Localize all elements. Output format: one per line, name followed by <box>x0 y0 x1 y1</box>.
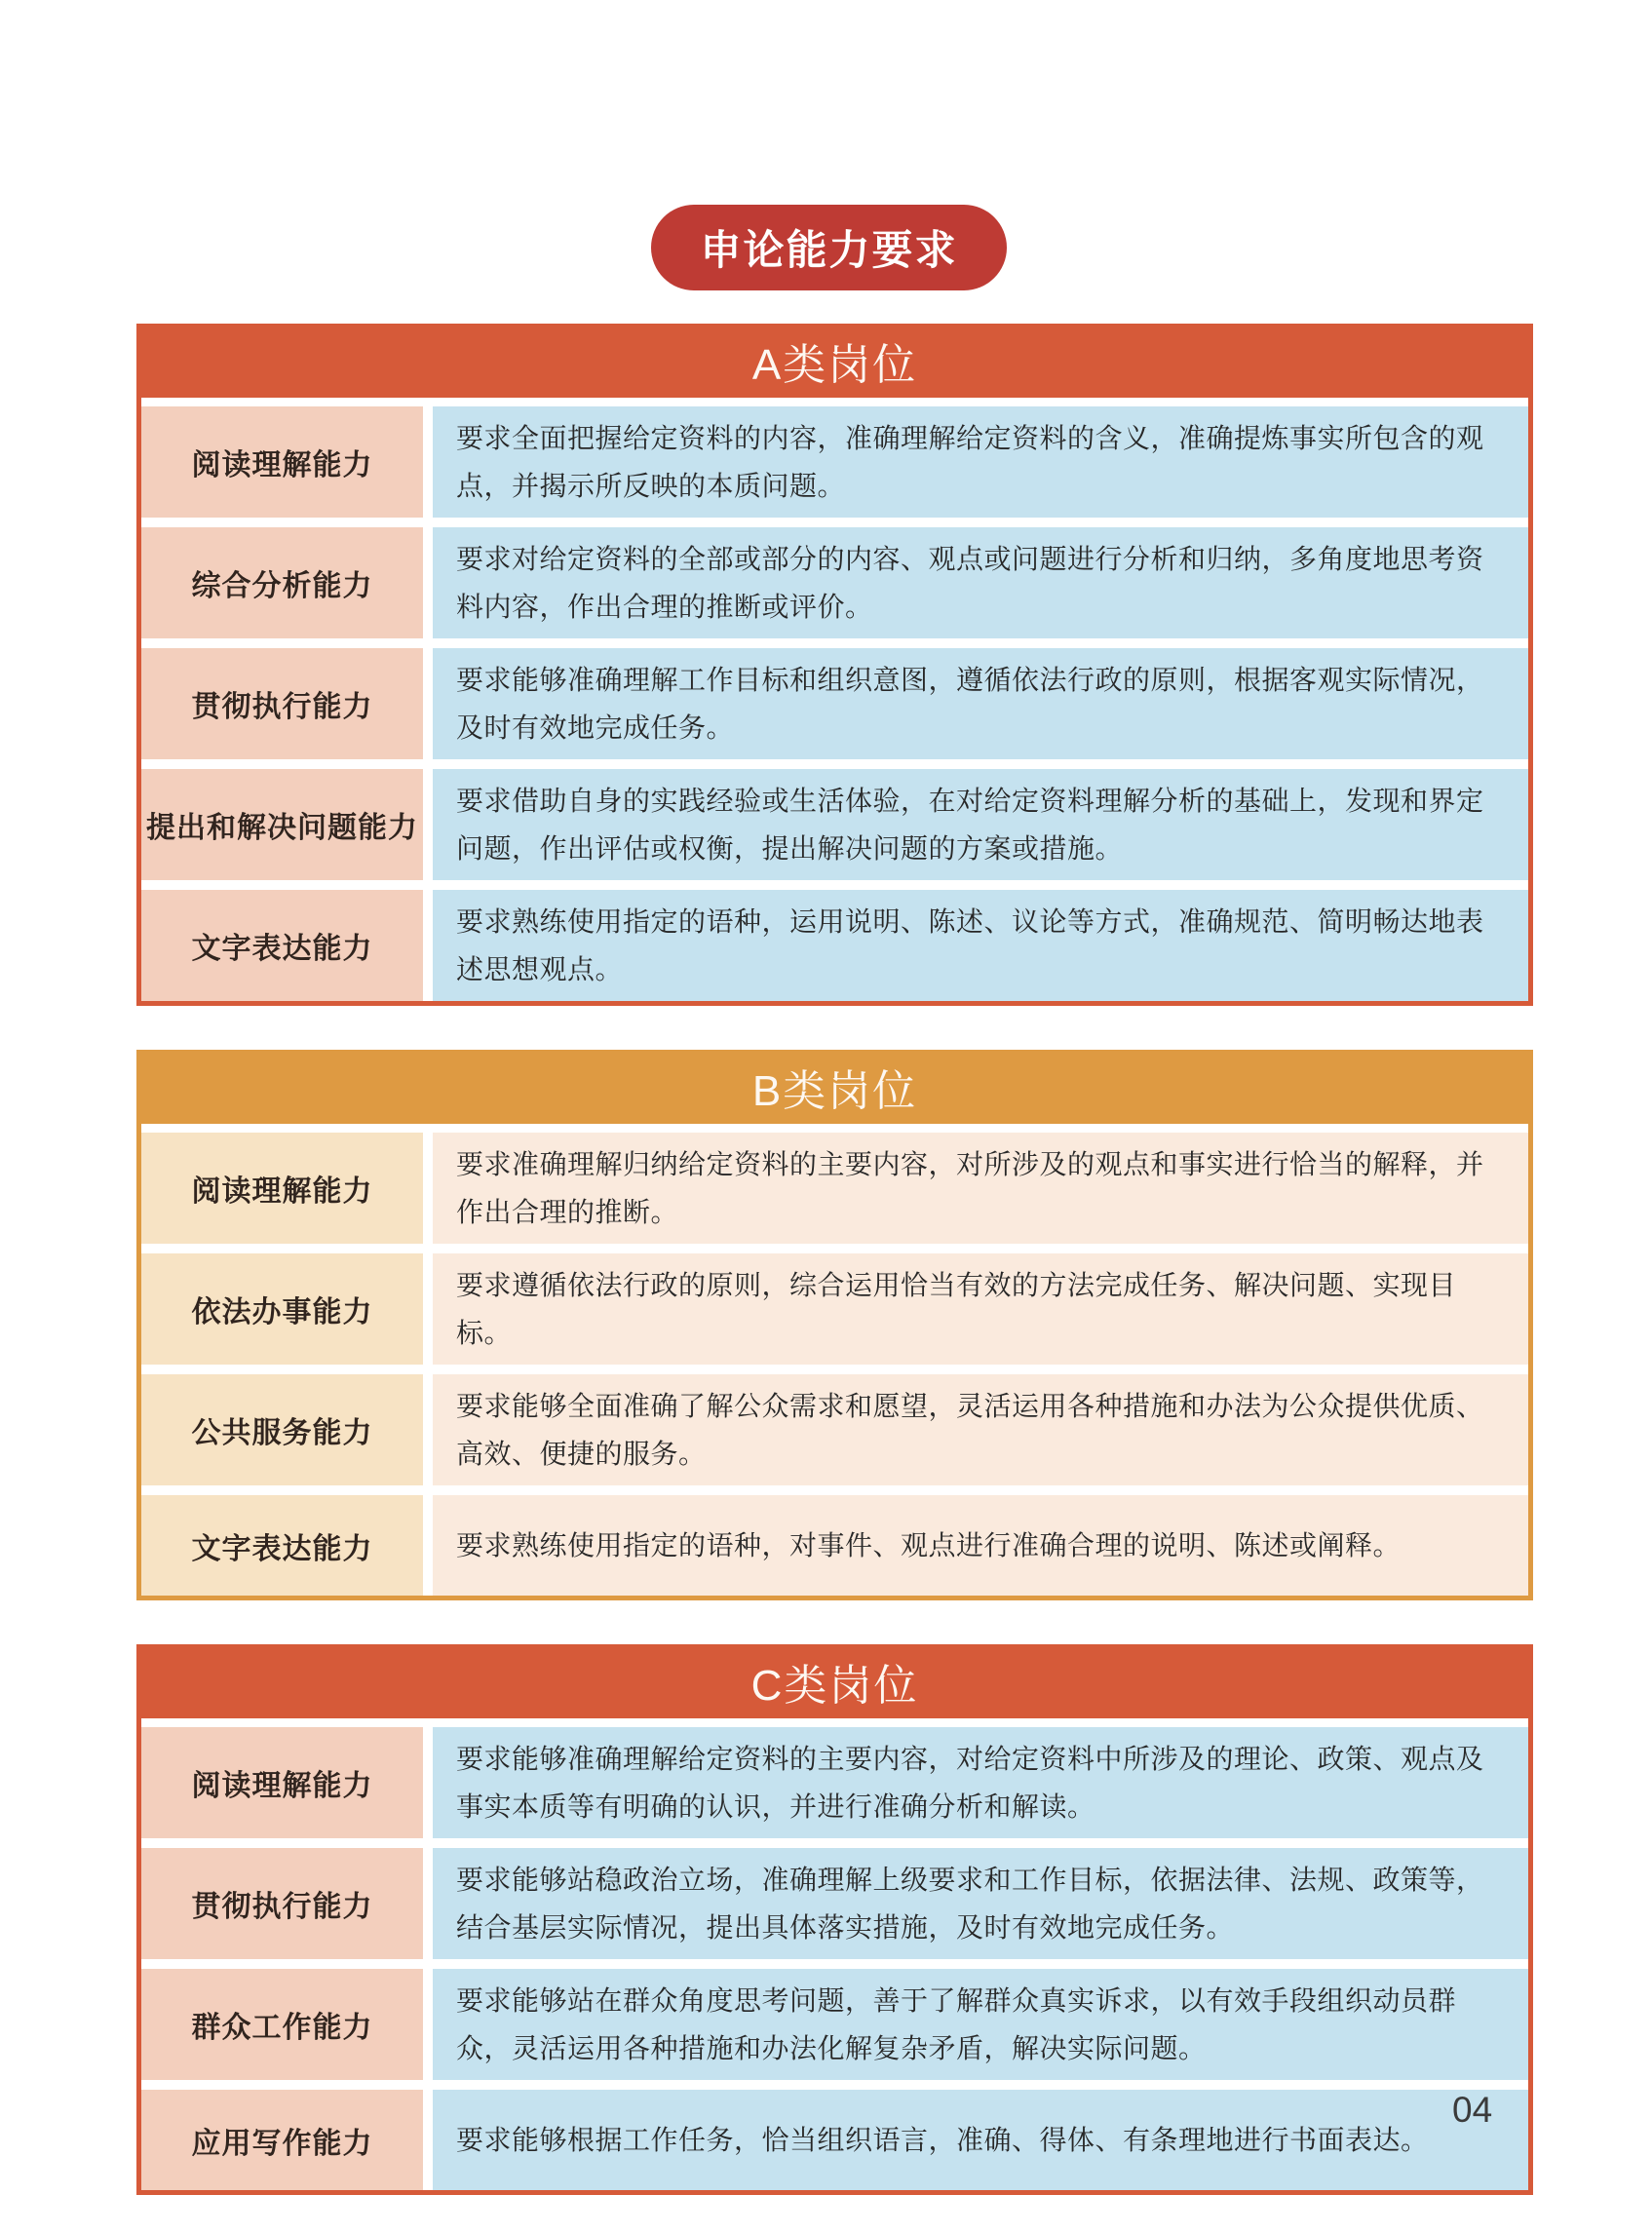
table-c <box>136 1644 1533 2195</box>
table-rows <box>141 1124 1528 1596</box>
title-badge-label: 申论能力要求 <box>700 227 958 273</box>
table-row <box>141 2090 1528 2190</box>
table-rows <box>141 398 1528 1001</box>
capability-label: 群众工作能力 <box>141 1969 423 2080</box>
capability-description: 要求能够站稳政治立场，准确理解上级要求和工作目标，依据法律、法规、政策等，结合基层实际情况，提出具体落实措施，及时有效地完成任务。 <box>433 1848 1528 1959</box>
tables-container <box>136 324 1533 2195</box>
capability-description: 要求遵循依法行政的原则，综合运用恰当有效的方法完成任务、解决问题、实现目标。 <box>433 1253 1528 1365</box>
table-header: B类岗位 <box>141 1050 1528 1124</box>
capability-label: 文字表达能力 <box>141 1495 423 1596</box>
capability-description: 要求能够根据工作任务，恰当组织语言，准确、得体、有条理地进行书面表达。 <box>433 2090 1528 2190</box>
capability-label: 贯彻执行能力 <box>141 648 423 759</box>
capability-description: 要求熟练使用指定的语种，对事件、观点进行准确合理的说明、陈述或阐释。 <box>433 1495 1528 1596</box>
capability-label: 文字表达能力 <box>141 890 423 1001</box>
table-header: A类岗位 <box>141 324 1528 398</box>
capability-label: 综合分析能力 <box>141 527 423 638</box>
capability-label: 阅读理解能力 <box>141 406 423 518</box>
table-a <box>136 324 1533 1006</box>
capability-description: 要求全面把握给定资料的内容，准确理解给定资料的含义，准确提炼事实所包含的观点，并揭示所反映的本质问题。 <box>433 406 1528 518</box>
table-row <box>141 1969 1528 2080</box>
table-row <box>141 1727 1528 1838</box>
table-rows <box>141 1718 1528 2190</box>
capability-label: 阅读理解能力 <box>141 1727 423 1838</box>
table-row <box>141 648 1528 759</box>
capability-description: 要求能够全面准确了解公众需求和愿望，灵活运用各种措施和办法为公众提供优质、高效、便捷的服务。 <box>433 1374 1528 1485</box>
table-b <box>136 1050 1533 1600</box>
table-row <box>141 1374 1528 1485</box>
page-number: 04 <box>1452 2090 1493 2130</box>
capability-label: 依法办事能力 <box>141 1253 423 1365</box>
table-row <box>141 1133 1528 1244</box>
capability-label: 贯彻执行能力 <box>141 1848 423 1959</box>
table-row <box>141 527 1528 638</box>
capability-label: 应用写作能力 <box>141 2090 423 2190</box>
title-badge <box>651 205 1007 290</box>
capability-description: 要求借助自身的实践经验或生活体验，在对给定资料理解分析的基础上，发现和界定问题，作出评估或权衡，提出解决问题的方案或措施。 <box>433 769 1528 880</box>
table-row <box>141 890 1528 1001</box>
capability-description: 要求能够准确理解给定资料的主要内容，对给定资料中所涉及的理论、政策、观点及事实本质等有明确的认识，并进行准确分析和解读。 <box>433 1727 1528 1838</box>
table-row <box>141 769 1528 880</box>
capability-description: 要求对给定资料的全部或部分的内容、观点或问题进行分析和归纳，多角度地思考资料内容，作出合理的推断或评价。 <box>433 527 1528 638</box>
capability-label: 阅读理解能力 <box>141 1133 423 1244</box>
capability-description: 要求熟练使用指定的语种，运用说明、陈述、议论等方式，准确规范、简明畅达地表述思想观点。 <box>433 890 1528 1001</box>
capability-description: 要求能够站在群众角度思考问题，善于了解群众真实诉求，以有效手段组织动员群众，灵活运用各种措施和办法化解复杂矛盾，解决实际问题。 <box>433 1969 1528 2080</box>
table-row <box>141 406 1528 518</box>
table-row <box>141 1848 1528 1959</box>
capability-description: 要求能够准确理解工作目标和组织意图，遵循依法行政的原则，根据客观实际情况，及时有效地完成任务。 <box>433 648 1528 759</box>
capability-label: 提出和解决问题能力 <box>141 769 423 880</box>
capability-description: 要求准确理解归纳给定资料的主要内容，对所涉及的观点和事实进行恰当的解释，并作出合理的推断。 <box>433 1133 1528 1244</box>
capability-label: 公共服务能力 <box>141 1374 423 1485</box>
table-row <box>141 1495 1528 1596</box>
table-header: C类岗位 <box>141 1644 1528 1718</box>
table-row <box>141 1253 1528 1365</box>
